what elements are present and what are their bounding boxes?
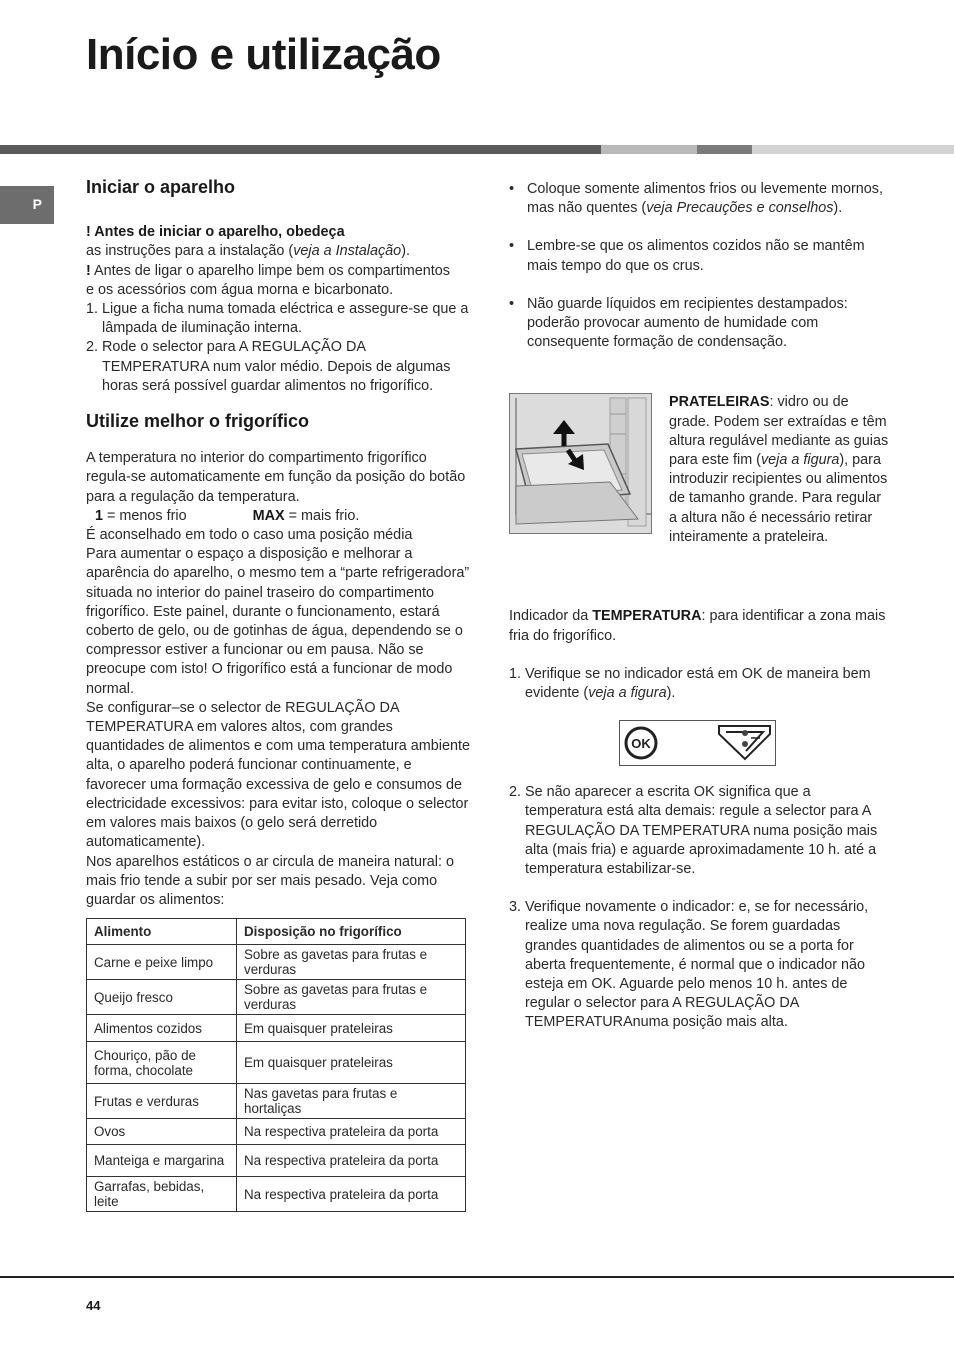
table-cell: Garrafas, bebidas, leite bbox=[87, 1177, 237, 1212]
table-cell: Queijo fresco bbox=[87, 980, 237, 1015]
footer-divider bbox=[0, 1276, 954, 1278]
table-cell: Em quaisquer prateleiras bbox=[237, 1042, 466, 1084]
shelf-illustration bbox=[509, 393, 652, 534]
warning-1-bold: ! Antes de iniciar o aparelho, obedeça bbox=[86, 224, 345, 241]
warning-1 bbox=[86, 223, 474, 261]
warning-1-end: ). bbox=[401, 243, 410, 260]
indicator-end: : para identificar a zona mais fria do frigorífico. bbox=[509, 608, 886, 644]
table-header: Disposição no frigorífico bbox=[237, 919, 466, 945]
page-number: 44 bbox=[86, 1298, 101, 1313]
page-title: Início e utilização bbox=[86, 30, 441, 79]
header-band-dark bbox=[0, 145, 601, 154]
table-cell: Sobre as gavetas para frutas e verduras bbox=[237, 945, 466, 980]
food-storage-table bbox=[86, 918, 466, 1212]
shelves-end: ), para introduzir recipientes ou alimentos de tamanho grande. Para regular a altura não é necessário retirar inteiramente a prateleira. bbox=[669, 452, 888, 545]
table-cell: Alimentos cozidos bbox=[87, 1015, 237, 1042]
table-cell: Frutas e verduras bbox=[87, 1084, 237, 1119]
tip-bullet-3: • Não guarde líquidos em recipientes destampados: poderão provocar aumento de humidade com consequente formação de condensação. bbox=[509, 295, 889, 353]
use-paragraph-4: Se configurar–se o selector de REGULAÇÃO DA TEMPERATURA em valores altos, com grandes quantidades de alimentos e com uma temperatura ambiente alta, o aparelho poderá funcionar continuamente, e favorecer uma formação excessiva de gelo e consumos de electricidade excessivos: para evitar isto, coloque o selector em valores mais baixos (o gelo será derretido automaticamente). bbox=[86, 699, 470, 851]
table-row bbox=[87, 980, 466, 1015]
table-cell: Em quaisquer prateleiras bbox=[237, 1015, 466, 1042]
header-band-mid bbox=[697, 145, 752, 154]
table-row bbox=[87, 1015, 466, 1042]
use-paragraph-1: A temperatura no interior do compartimento frigorífico regula-se automaticamente em função da posição do botão para a regulação da temperatura. bbox=[86, 450, 466, 505]
table-row bbox=[87, 1177, 466, 1212]
indicator-step-1 bbox=[509, 665, 889, 703]
section-heading-use: Utilize melhor o frigorífico bbox=[86, 411, 310, 432]
warning-2-mark: ! bbox=[86, 262, 91, 279]
use-paragraph-5: Nos aparelhos estáticos o ar circula de maneira natural: o mais frio tende a subir por ser mais pesado. Veja como guardar os alimentos: bbox=[86, 853, 454, 908]
shelves-section bbox=[509, 393, 889, 607]
language-tab: P bbox=[0, 186, 54, 224]
table-cell: Nas gavetas para frutas e hortaliças bbox=[237, 1084, 466, 1119]
indicator-step-1-text: 1. Verifique se no indicador está em OK de maneira bem evidente ( bbox=[509, 665, 871, 702]
indicator-step-1-ref: veja a figura bbox=[588, 685, 667, 702]
shelves-text: : vidro ou de grade. Podem ser extraídas e têm altura regulável mediante as guias para este fim ( bbox=[669, 394, 889, 469]
ok-label: OK bbox=[631, 736, 651, 752]
warning-2-text: Antes de ligar o aparelho limpe bem os compartimentos bbox=[90, 262, 450, 279]
table-row bbox=[87, 1145, 466, 1177]
table-cell: Na respectiva prateleira da porta bbox=[237, 1119, 466, 1145]
warning-1-ref: veja a Instalação bbox=[293, 243, 402, 260]
tip-1-end: ). bbox=[833, 200, 843, 217]
shelves-description bbox=[669, 393, 889, 547]
tip-bullet-1 bbox=[509, 180, 889, 218]
indicator-text: Indicador da bbox=[509, 608, 593, 625]
table-row bbox=[87, 945, 466, 980]
temperature-scale bbox=[86, 507, 474, 526]
table-cell: Ovos bbox=[87, 1119, 237, 1145]
temperature-indicator-figure bbox=[619, 720, 776, 766]
indicator-label: TEMPERATURA bbox=[592, 608, 702, 625]
table-cell: Sobre as gavetas para frutas e verduras bbox=[237, 980, 466, 1015]
scale-min-label: 1 bbox=[95, 507, 104, 524]
tip-1-ref: veja Precauções e conselhos bbox=[646, 200, 834, 217]
table-header: Alimento bbox=[87, 919, 237, 945]
warning-2 bbox=[86, 262, 474, 281]
shelf-drawing bbox=[510, 394, 651, 533]
table-cell: Manteiga e margarina bbox=[87, 1145, 237, 1177]
table-row bbox=[87, 1084, 466, 1119]
shelves-label: PRATELEIRAS bbox=[669, 394, 770, 411]
warning-2-cont: e os acessórios com água morna e bicarbonato. bbox=[86, 281, 394, 298]
table-cell: Na respectiva prateleira da porta bbox=[237, 1145, 466, 1177]
indicator-step-2: 2. Se não aparecer a escrita OK significa que a temperatura está alta demais: regule a selector para A REGULAÇÃO DA TEMPERATURA numa posição mais alta (mais fria) e aguarde aproximadamente 10 h. até a temperatura estabilizar-se. bbox=[509, 784, 878, 878]
indicator-step-1-end: ). bbox=[666, 685, 676, 702]
header-band-pale bbox=[752, 145, 954, 154]
start-step-2: 2. Rode o selector para A REGULAÇÃO DA TEMPERATURA num valor médio. Depois de algumas horas será possível guardar alimentos no frigorífico. bbox=[86, 339, 451, 394]
tip-bullet-2: • Lembre-se que os alimentos cozidos não se mantêm mais tempo do que os crus. bbox=[509, 237, 889, 275]
indicator-intro bbox=[509, 607, 889, 645]
start-step-1: 1. Ligue a ficha numa tomada eléctrica e assegure-se que a lâmpada de iluminação interna. bbox=[86, 301, 469, 337]
scale-max-text: = mais frio. bbox=[284, 507, 360, 524]
indicator-step-3: 3. Verifique novamente o indicador: e, se for necessário, realize uma nova regulação. Se forem guardadas grandes quantidades de alimentos ou se a porta for aberta frequentemente, é normal que o indicador não esteja em OK. Aguarde pelo menos 10 h. antes de regular o selector para A REGULAÇÃO DA TEMPERATURAnuma posição mais alta. bbox=[509, 899, 869, 1031]
table-cell: Chouriço, pão de forma, chocolate bbox=[87, 1042, 237, 1084]
table-row bbox=[87, 1119, 466, 1145]
ok-indicator-icon bbox=[620, 721, 775, 765]
shelves-ref: veja a figura bbox=[760, 452, 840, 469]
header-band-light bbox=[601, 145, 697, 154]
right-column bbox=[509, 180, 889, 1033]
table-header-row bbox=[87, 919, 466, 945]
scale-min-text: = menos frio bbox=[103, 507, 187, 524]
table-cell: Na respectiva prateleira da porta bbox=[237, 1177, 466, 1212]
warning-1-text: as instruções para a instalação ( bbox=[86, 243, 294, 260]
scale-max-label: MAX bbox=[252, 507, 285, 524]
section-heading-start: Iniciar o aparelho bbox=[86, 177, 236, 197]
tip-1-text: Coloque somente alimentos frios ou levemente mornos, mas não quentes ( bbox=[527, 181, 883, 217]
use-paragraph-3: Para aumentar o espaço a disposição e melhorar a aparência do aparelho, o mesmo tem a “parte refrigeradora” situada no interior do painel traseiro do compartimento frigorífico. Este painel, durante o funcionamento, estará coberto de gelo, ou de gotinhas de água, dependendo se o compressor estiver a funcionar ou em pausa. Não se preocupe com isto! O frigorífico está a funcionar de modo normal. bbox=[86, 546, 470, 697]
left-column bbox=[86, 178, 474, 1212]
table-cell: Carne e peixe limpo bbox=[87, 945, 237, 980]
table-row bbox=[87, 1042, 466, 1084]
use-paragraph-2: É aconselhado em todo o caso uma posição média bbox=[86, 527, 413, 544]
